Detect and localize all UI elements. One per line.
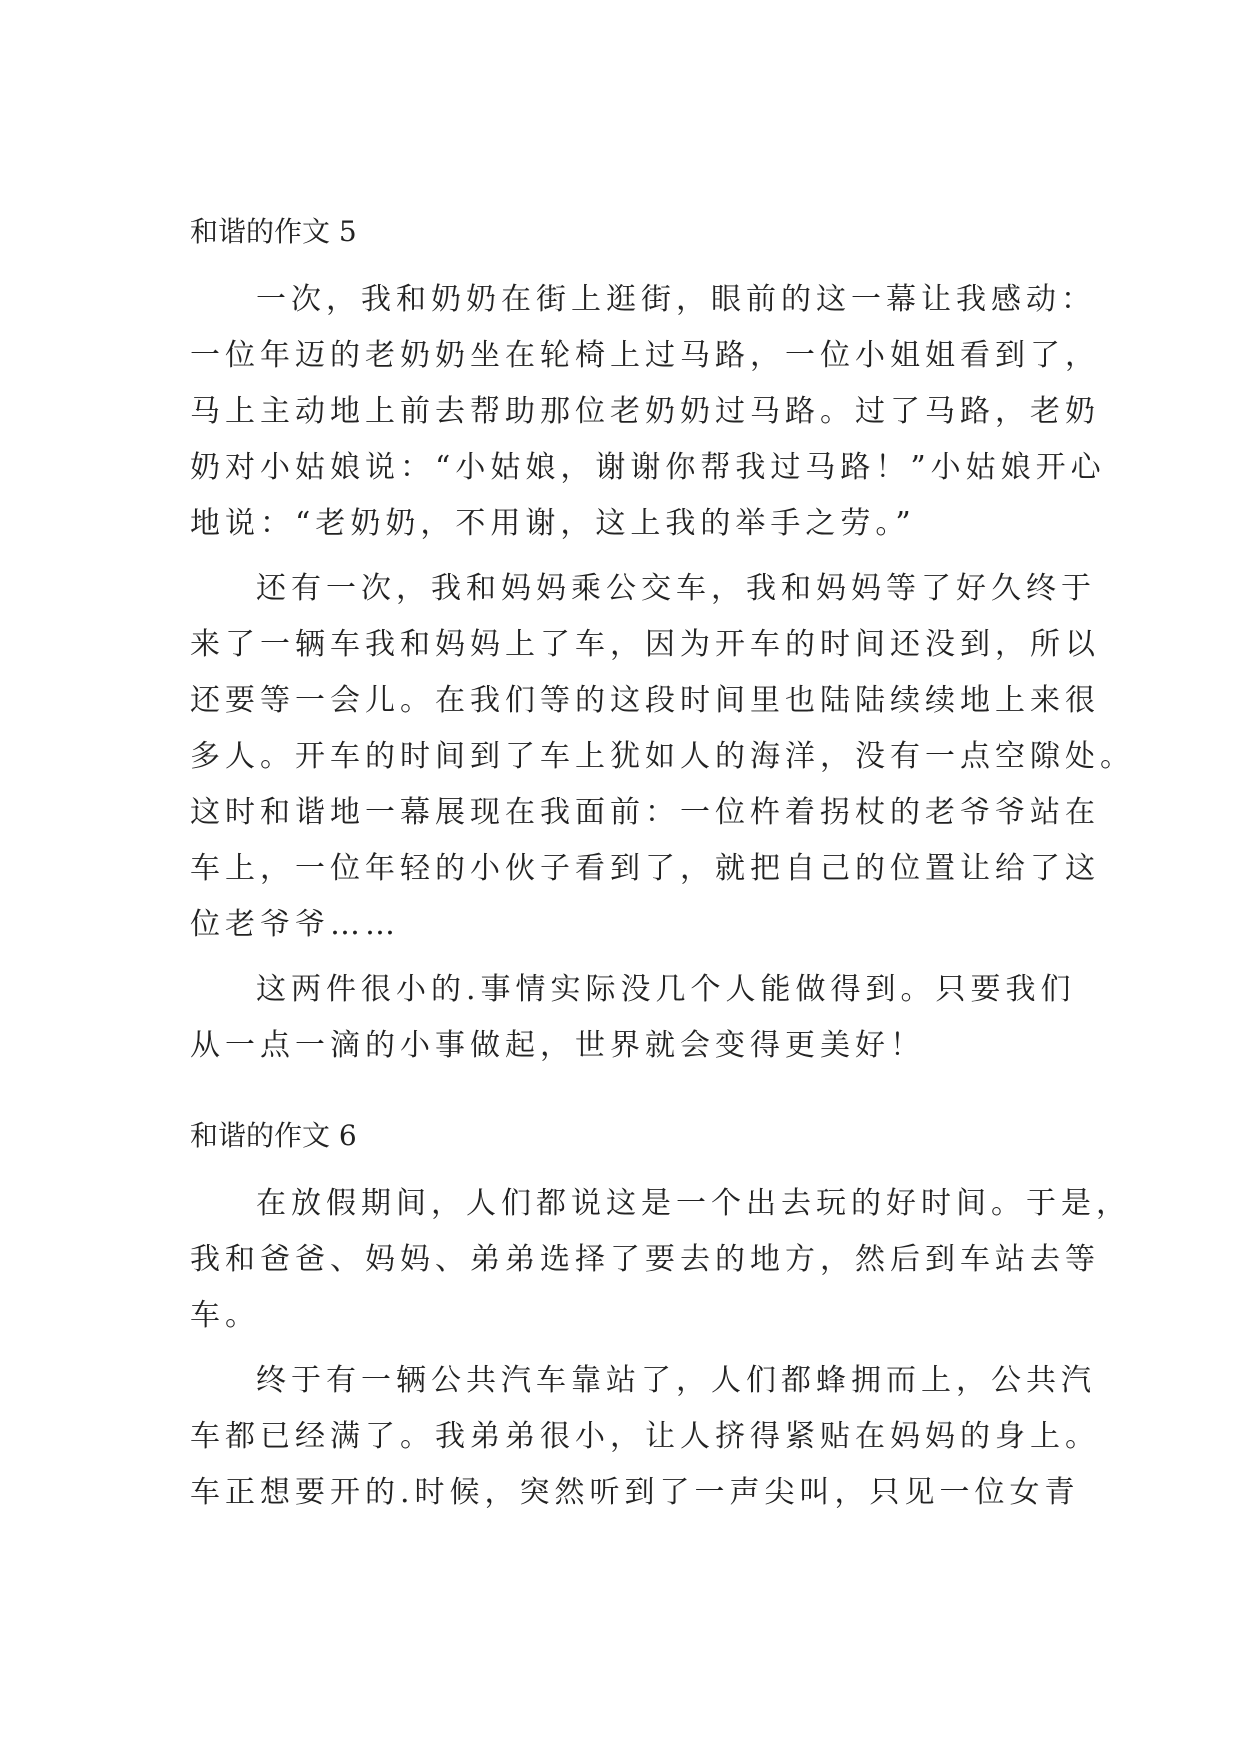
paragraph-line: 车都已经满了。我弟弟很小，让人挤得紧贴在妈妈的身上。 (190, 1419, 1100, 1454)
paragraph-line: 这两件很小的.事情实际没几个人能做得到。只要我们 (256, 972, 1076, 1007)
paragraph (190, 561, 1135, 953)
essay-section-6 (190, 1119, 1131, 1521)
paragraph-line: 车。 (190, 1298, 260, 1333)
paragraph-line: 我和爸爸、妈妈、弟弟选择了要去的地方，然后到车站去等 (190, 1242, 1100, 1277)
paragraph-line: 来了一辆车我和妈妈上了车，因为开车的时间还没到，所以 (190, 627, 1100, 662)
paragraph-line: 车上，一位年轻的小伙子看到了，就把自己的位置让给了这 (190, 851, 1100, 886)
paragraph-line: 这时和谐地一幕展现在我面前：一位杵着拐杖的老爷爷站在 (190, 795, 1100, 830)
section-title: 和谐的作文 6 (190, 1119, 357, 1152)
paragraph-line: 一位年迈的老奶奶坐在轮椅上过马路，一位小姐姐看到了， (190, 338, 1100, 373)
essay-section-5 (190, 215, 1135, 1074)
paragraph-line: 还要等一会儿。在我们等的这段时间里也陆陆续续地上来很 (190, 683, 1100, 718)
paragraph (190, 1176, 1131, 1344)
section-spacer (190, 1083, 1070, 1119)
paragraph-line: 多人。开车的时间到了车上犹如人的海洋，没有一点空隙处。 (190, 739, 1135, 774)
paragraph-line: 在放假期间，人们都说这是一个出去玩的好时间。于是， (256, 1186, 1131, 1221)
paragraph (190, 272, 1106, 552)
section-title: 和谐的作文 5 (190, 215, 357, 248)
paragraph-line: 地说：“老奶奶，不用谢，这上我的举手之劳。” (190, 506, 916, 541)
paragraph-line: 终于有一辆公共汽车靠站了，人们都蜂拥而上，公共汽 (256, 1363, 1096, 1398)
paragraph-line: 还有一次，我和妈妈乘公交车，我和妈妈等了好久终于 (256, 571, 1096, 606)
paragraph-line: 从一点一滴的小事做起，世界就会变得更美好！ (190, 1028, 925, 1063)
paragraph (190, 962, 1076, 1074)
paragraph (190, 1353, 1100, 1521)
paragraph-line: 马上主动地上前去帮助那位老奶奶过马路。过了马路，老奶 (190, 394, 1100, 429)
paragraph-line: 一次，我和奶奶在街上逛街，眼前的这一幕让我感动： (256, 282, 1096, 317)
paragraph-line: 奶对小姑娘说：“小姑娘，谢谢你帮我过马路！”小姑娘开心 (190, 450, 1106, 485)
paragraph-line: 位老爷爷…… (190, 907, 400, 942)
document-page (190, 215, 1135, 1530)
paragraph-line: 车正想要开的.时候，突然听到了一声尖叫，只见一位女青 (190, 1475, 1080, 1510)
